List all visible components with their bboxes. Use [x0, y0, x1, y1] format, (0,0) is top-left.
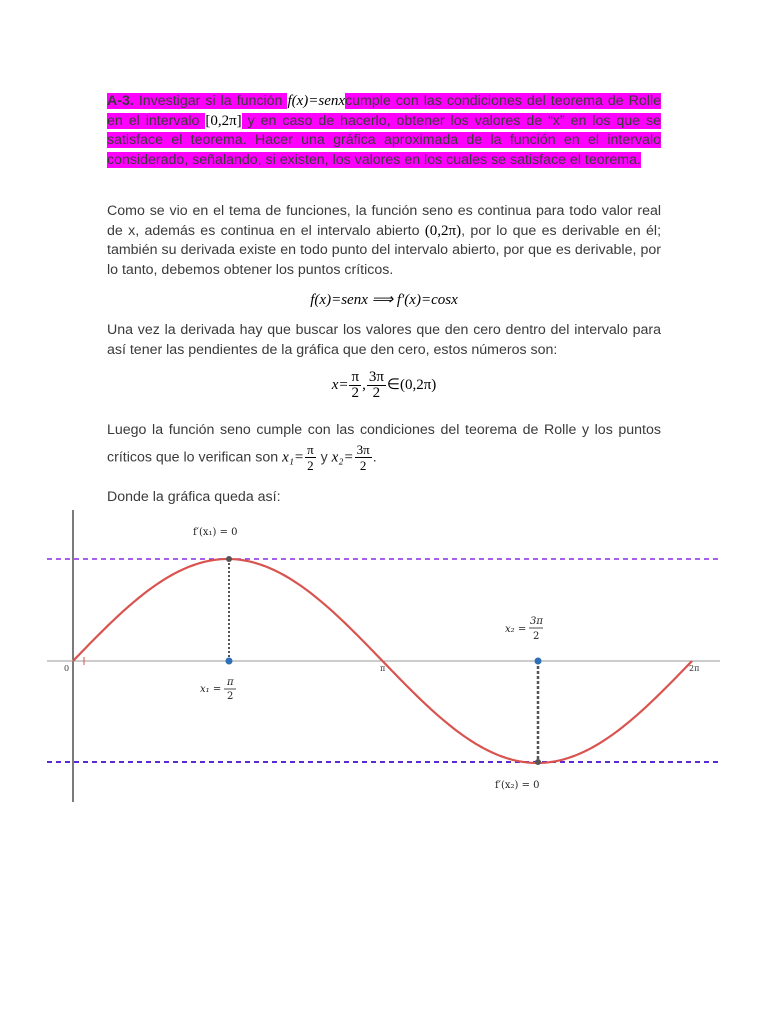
- problem-label: A-3.: [107, 93, 134, 109]
- x1-point: [226, 658, 233, 665]
- formula-2-sep: ,: [362, 376, 366, 393]
- tick-label-pi: π: [380, 664, 386, 673]
- tick-label-2pi: 2π: [689, 664, 700, 673]
- problem-text-2: cumple con las condiciones del teorema de Rolle en el intervalo: [107, 93, 661, 129]
- x2-label-num: 3π: [530, 616, 543, 627]
- tick-label-0: 0: [64, 664, 70, 673]
- function-definition: f(x)=senx: [287, 93, 346, 109]
- frac1-denominator: 2: [351, 385, 360, 401]
- annotation-f-prime-x1: f′(x₁) = 0: [193, 527, 238, 538]
- x2-symbol: x₂=: [331, 449, 354, 466]
- paragraph-3-text-1: Luego la función seno cumple con las condiciones del teorema de Rolle y los puntos críticos que lo verifican son: [107, 422, 661, 466]
- x1-label: x₁ =: [200, 684, 222, 695]
- x2-numerator: 3π: [356, 442, 370, 457]
- paragraph-1-text-2: , por lo que es derivable en él; también su derivada existe en todo punto del intervalo abierto, por que es derivable, por lo tanto, debemos obtener los puntos críticos.: [107, 222, 662, 278]
- paragraph-conclusion: [107, 418, 661, 473]
- formula-2-lhs: x=: [331, 376, 349, 393]
- fraction-pi-over-2: [349, 370, 361, 401]
- paragraph-critical-points: Una vez la derivada hay que buscar los valores que den cero dentro del intervalo para así tener las pendientes de la gráfica que den cero, estos números son:: [107, 322, 661, 358]
- formula-2-rhs: ∈(0,2π): [386, 376, 437, 393]
- x1-denominator: 2: [307, 458, 314, 473]
- x1-fraction: [305, 442, 316, 473]
- x1-label-num: π: [227, 677, 234, 688]
- sine-graph: [0, 505, 768, 805]
- derivative-formula: f(x)=senx ⟹ f′(x)=cosx: [310, 292, 458, 308]
- critical-values-formula: [0, 370, 768, 401]
- frac2-denominator: 2: [372, 385, 381, 401]
- min-point: [535, 759, 541, 765]
- open-interval: (0,2π): [424, 222, 462, 239]
- problem-interval: [0,2π]: [205, 112, 242, 129]
- paragraph-3-and: y: [316, 449, 332, 466]
- problem-statement: [107, 92, 661, 170]
- x1-numerator: π: [307, 442, 314, 457]
- x2-label: x₂ =: [505, 624, 527, 635]
- fraction-3pi-over-2: [367, 370, 386, 401]
- x2-label-den: 2: [533, 631, 540, 642]
- paragraph-3-end: .: [372, 449, 377, 466]
- x1-symbol: x₁=: [282, 449, 305, 466]
- x1-label-den: 2: [227, 691, 234, 702]
- annotation-f-prime-x2: f′(x₂) = 0: [495, 780, 540, 791]
- problem-text-3: y en caso de hacerlo, obtener los valores de “x” en los que se satisface el teorema. Hacer una gráfica aproximada de la función en el intervalo considerado, señalando, si existen, los valores en los cuales se satisface el teorema.: [107, 112, 662, 168]
- paragraph-graph-intro: Donde la gráfica queda así:: [107, 489, 281, 505]
- paragraph-continuity: [107, 202, 661, 280]
- frac2-numerator: 3π: [368, 369, 384, 385]
- frac1-numerator: π: [351, 369, 360, 385]
- x2-point: [535, 658, 542, 665]
- problem-text-1: Investigar si la función: [133, 93, 288, 109]
- x2-fraction: [355, 442, 372, 473]
- max-point: [226, 556, 232, 562]
- x2-denominator: 2: [359, 458, 367, 473]
- paragraph-1-text-1: Como se vio en el tema de funciones, la función seno es continua para todo valor real de x, además es continua en el intervalo abierto: [107, 203, 661, 239]
